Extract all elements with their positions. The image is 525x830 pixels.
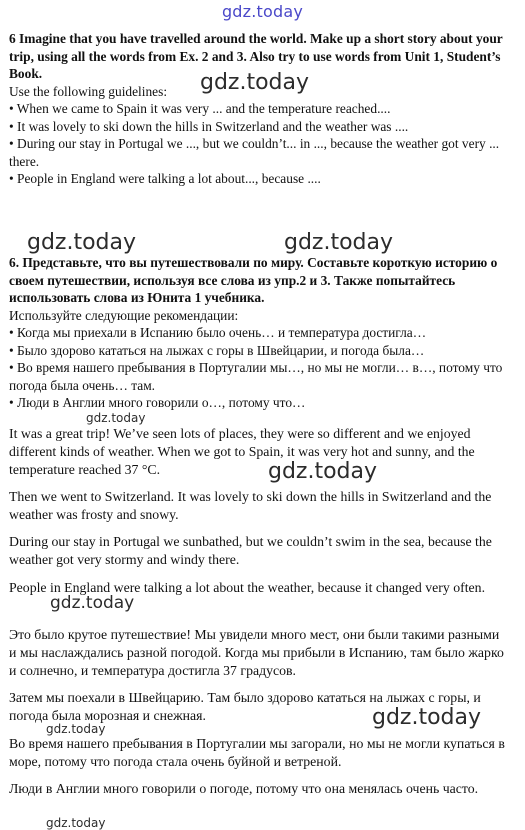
task-ru-guidelines-label: Используйте следующие рекомендации: [9, 307, 239, 323]
task-en [9, 30, 509, 188]
story-en-paragraph: Then we went to Switzerland. It was lovely to ski down the hills in Switzerland and the weather was frosty and snowy. [9, 489, 492, 522]
story-ru [9, 735, 509, 771]
story-ru [9, 626, 509, 680]
task-ru-bullet: • Было здорово кататься на лыжах с горы в Швейцарии, и погода была… [9, 342, 425, 358]
story-en [9, 533, 509, 569]
story-en-paragraph: People in England were talking a lot about the weather, because it changed very often. [9, 580, 486, 595]
task-en-bullet: • When we came to Spain it was very ... and the temperature reached.... [9, 101, 391, 116]
story-en-paragraph: It was a great trip! We’ve seen lots of places, they were so different and we enjoyed different kinds of weather. When we got to Spain, it was very hot and sunny, and the temperature reached 37 °C. [9, 426, 475, 477]
story-en [9, 488, 509, 524]
task-ru [9, 254, 509, 412]
watermark: gdz.today [268, 459, 378, 484]
task-en-guidelines-label: Use the following guidelines: [9, 83, 168, 99]
site-logo: gdz.today [221, 2, 304, 21]
story-ru-paragraph: Во время нашего пребывания в Португалии мы загорали, но мы не могли купаться в море, потому что погода стала очень буйной и ветреной. [9, 736, 505, 769]
task-en-heading: 6 Imagine that you have travelled around the world. Make up a short story about your trip, using all the words from Ex. 2 and 3. Also try to use words from Unit 1, Student’s Book. [9, 31, 503, 81]
story-ru-paragraph: Это было крутое путешествие! Мы увидели много мест, они были такими разными и мы наслаждались разной погодой. Когда мы прибыли в Испанию, там было жарко и солнечно, и температура достигла 37 градусов. [9, 627, 504, 678]
watermark: gdz.today [46, 722, 106, 736]
task-ru-bullet: • Во время нашего пребывания в Португалии мы…, но мы не могли… в…, потому что погода была очень… там. [9, 360, 503, 393]
task-ru-heading: 6. Представьте, что вы путешествовали по миру. Составьте короткую историю о своем путешествии, используя все слова из упр.2 и 3. Также попытайтесь использовать слова из Юнита 1 учебника. [9, 255, 498, 305]
task-en-bullet: • It was lovely to ski down the hills in Switzerland and the weather was .... [9, 118, 409, 134]
story-en [9, 425, 509, 479]
watermark: gdz.today [46, 816, 106, 830]
task-en-bullet: • During our stay in Portugal we ..., but we couldn’t... in ..., because the weather got very ... there. [9, 136, 500, 169]
task-en-bullet: • People in England were talking a lot about..., because .... [9, 171, 321, 186]
story-ru-paragraph: Затем мы поехали в Швейцарию. Там было здорово кататься на лыжах с горы, и погода была морозная и снежная. [9, 690, 481, 723]
watermark: gdz.today [27, 230, 137, 255]
task-ru-bullet: • Люди в Англии много говорили о…, потому что… [9, 395, 306, 410]
story-ru-paragraph: Люди в Англии много говорили о погоде, потому что она менялась очень часто. [9, 781, 479, 796]
watermark: gdz.today [372, 705, 482, 730]
watermark: gdz.today [50, 593, 135, 613]
story-ru [9, 780, 509, 798]
watermark: gdz.today [86, 411, 146, 425]
watermark: gdz.today [200, 70, 310, 95]
story-en-paragraph: During our stay in Portugal we sunbathed, but we couldn’t swim in the sea, because the weather got very stormy and windy there. [9, 534, 492, 567]
watermark: gdz.today [284, 230, 394, 255]
task-ru-bullet: • Когда мы приехали в Испанию было очень… и температура достигла… [9, 325, 427, 340]
